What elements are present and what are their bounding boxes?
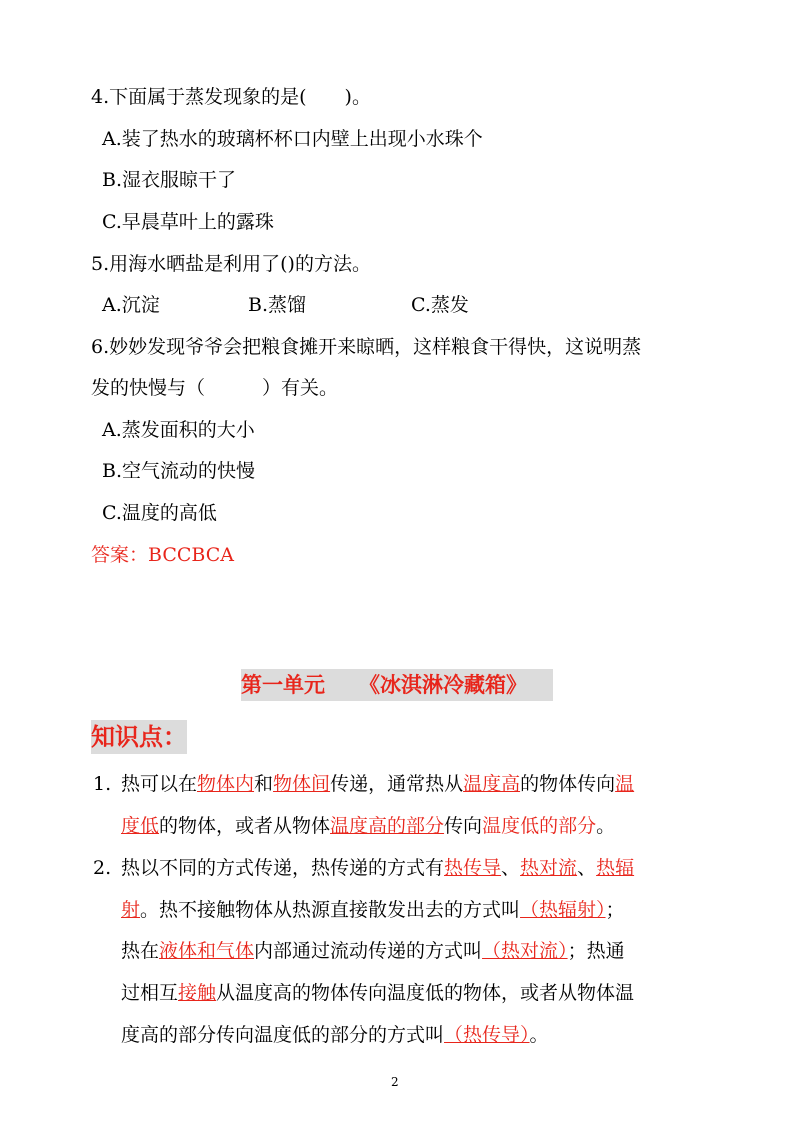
highlight-run: （热传导） bbox=[444, 1024, 530, 1046]
point-2-line-2 bbox=[121, 897, 625, 923]
text-run: 从温度高的物体传向温度低的物体，或者从物体温 bbox=[216, 982, 635, 1004]
knowledge-heading: 知识点： bbox=[91, 720, 187, 754]
text-run: 。 bbox=[596, 815, 616, 837]
text-run: 的物体，或者从物体 bbox=[159, 815, 331, 837]
text-run: 过相互 bbox=[121, 982, 179, 1004]
point-2-line-1 bbox=[121, 855, 634, 881]
point-2-line-5 bbox=[121, 1022, 549, 1048]
text-run: ； bbox=[605, 899, 625, 921]
highlight-run: 热对流 bbox=[520, 857, 578, 879]
question-5-option-a: A.沉淀 bbox=[102, 294, 160, 316]
question-4-stem: 4.下面属于蒸发现象的是( )。 bbox=[91, 86, 371, 108]
highlight-run: 温度低的部分 bbox=[482, 815, 597, 837]
highlight-run: 物体内 bbox=[197, 773, 255, 795]
text-run: 热以不同的方式传递，热传递的方式有 bbox=[121, 857, 445, 879]
question-6-option-b: B.空气流动的快慢 bbox=[102, 460, 256, 482]
text-run: 热可以在 bbox=[121, 773, 198, 795]
text-run: 、 bbox=[501, 857, 521, 879]
question-6-stem-line1: 6.妙妙发现爷爷会把粮食摊开来晾晒，这样粮食干得快，这说明蒸 bbox=[91, 336, 642, 358]
text-run: 度高的部分传向温度低的部分的方式叫 bbox=[121, 1024, 445, 1046]
page-number: 2 bbox=[391, 1075, 399, 1089]
point-1-number: 1. bbox=[93, 773, 112, 795]
text-run: ；热通 bbox=[567, 940, 625, 962]
unit-title-name: 《冰淇淋冷藏箱》 bbox=[359, 672, 527, 697]
highlight-run: 射 bbox=[121, 899, 141, 921]
point-2-number: 2. bbox=[93, 857, 112, 879]
question-6-stem-line2: 发的快慢与（ ）有关。 bbox=[91, 377, 339, 399]
question-4-option-b: B.湿衣服晾干了 bbox=[102, 169, 237, 191]
unit-title-unit: 第一单元 bbox=[241, 672, 325, 697]
highlight-run: 接触 bbox=[178, 982, 217, 1004]
question-5-option-c: C.蒸发 bbox=[411, 294, 469, 316]
highlight-run: 温度高的部分 bbox=[330, 815, 445, 837]
highlight-run: 温度高 bbox=[463, 773, 521, 795]
text-run: 传递，通常热从 bbox=[330, 773, 464, 795]
unit-title bbox=[241, 669, 553, 701]
answer-line: 答案：BCCBCA bbox=[91, 544, 234, 566]
question-4-option-a: A.装了热水的玻璃杯杯口内壁上出现小水珠个 bbox=[102, 128, 483, 150]
point-2-line-3 bbox=[121, 938, 625, 964]
text-run: 。 bbox=[529, 1024, 549, 1046]
highlight-run: 热辐 bbox=[596, 857, 635, 879]
text-run: 、 bbox=[577, 857, 597, 879]
highlight-run: 物体间 bbox=[273, 773, 331, 795]
text-run: 热在 bbox=[121, 940, 160, 962]
text-run: 的物体传向 bbox=[520, 773, 616, 795]
text-run: 传向 bbox=[444, 815, 483, 837]
question-6-option-a: A.蒸发面积的大小 bbox=[102, 419, 255, 441]
highlight-run: 液体和气体 bbox=[159, 940, 255, 962]
question-4-option-c: C.早晨草叶上的露珠 bbox=[102, 211, 274, 233]
question-5-stem: 5.用海水晒盐是利用了()的方法。 bbox=[91, 253, 371, 275]
question-5-option-b: B.蒸馏 bbox=[248, 294, 307, 316]
question-6-option-c: C.温度的高低 bbox=[102, 502, 217, 524]
highlight-run: （热辐射） bbox=[520, 899, 606, 921]
point-1-line-2 bbox=[121, 813, 615, 839]
text-run: 和 bbox=[254, 773, 274, 795]
point-1-line-1 bbox=[121, 771, 634, 797]
highlight-run: 温 bbox=[615, 773, 635, 795]
point-2-line-4 bbox=[121, 980, 634, 1006]
highlight-run: （热对流） bbox=[482, 940, 568, 962]
highlight-run: 度低 bbox=[121, 815, 160, 837]
text-run: 内部通过流动传递的方式叫 bbox=[254, 940, 483, 962]
highlight-run: 热传导 bbox=[444, 857, 502, 879]
text-run: 。热不接触物体从热源直接散发出去的方式叫 bbox=[140, 899, 521, 921]
